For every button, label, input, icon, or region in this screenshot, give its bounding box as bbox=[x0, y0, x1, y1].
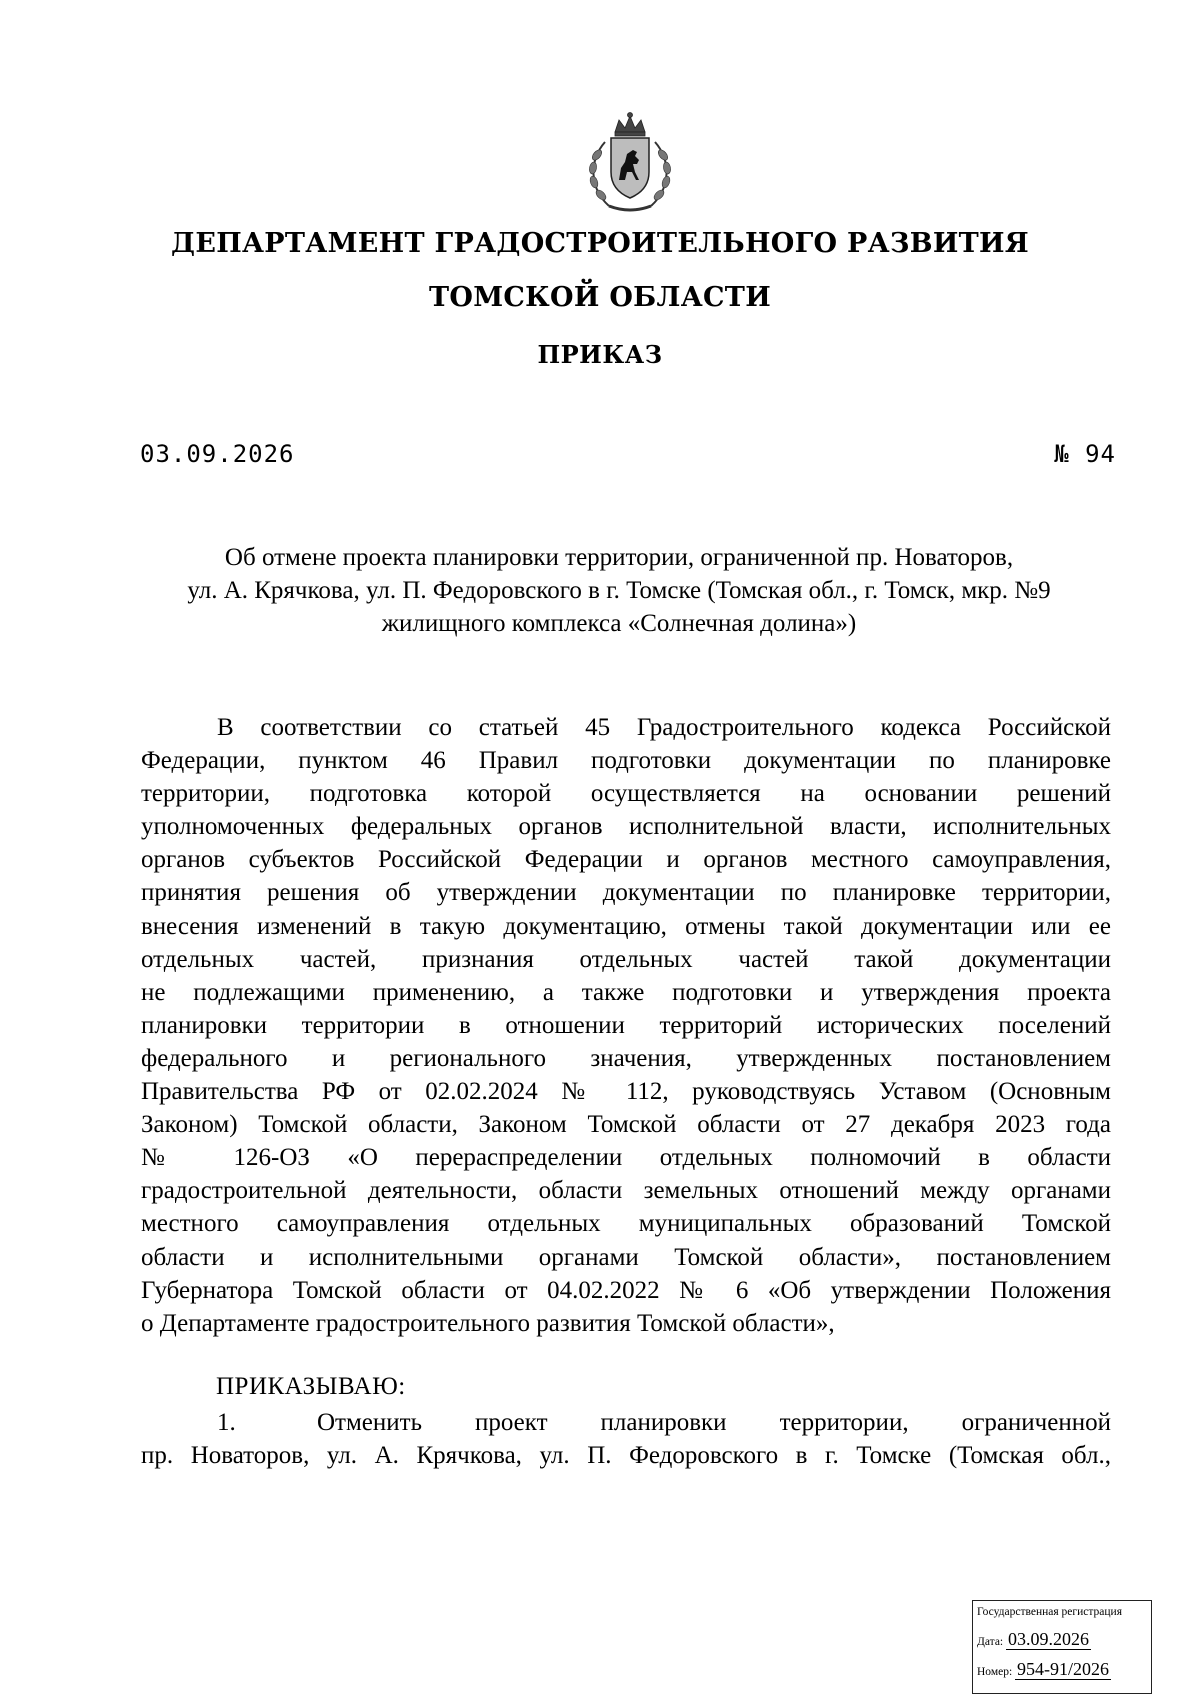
stamp-date-row bbox=[977, 1629, 1091, 1650]
stamp-number-label: Номер: bbox=[977, 1666, 1013, 1678]
text-line: федерального и регионального значения, утвержденных постановлением bbox=[141, 1044, 1111, 1072]
subject-line: Об отмене проекта планировки территории, ограниченной пр. Новаторов, bbox=[224, 544, 1014, 571]
text-line: планировки территории в отношении территорий исторических поселений bbox=[141, 1011, 1111, 1039]
item-text: Отменить проект планировки территории, ограниченной bbox=[317, 1409, 1111, 1436]
text-line: не подлежащими применению, а также подготовки и утверждения проекта bbox=[141, 978, 1111, 1006]
text-line: принятия решения об утверждении документации по планировке территории, bbox=[141, 879, 1111, 907]
order-item-1 bbox=[141, 1406, 1111, 1472]
department-title-line-2: ТОМСКОЙ ОБЛАСТИ bbox=[428, 282, 772, 313]
text-line: местного самоуправления отдельных муниципальных образований Томской bbox=[141, 1210, 1111, 1238]
stamp-title: Государственная регистрация bbox=[977, 1606, 1122, 1618]
stamp-date-label: Дата: bbox=[977, 1636, 1004, 1648]
text-line: области и исполнительными органами Томской области», постановлением bbox=[141, 1243, 1111, 1271]
stamp-date-value: 03.09.2026 bbox=[1008, 1629, 1089, 1649]
text-line: Губернатора Томской области от 04.02.2022 № 6 «Об утверждении Положения bbox=[141, 1276, 1111, 1304]
item-number: 1. bbox=[217, 1409, 236, 1436]
text-line: внесения изменений в такую документацию, отмены такой документации или ее bbox=[141, 912, 1111, 940]
text-line: территории, подготовка которой осуществляется на основании решений bbox=[141, 780, 1111, 808]
text-line: органов субъектов Российской Федерации и органов местного самоуправления, bbox=[141, 846, 1111, 874]
text-line: о Департаменте градостроительного развития Томской области», bbox=[141, 1309, 835, 1337]
text-line: Федерации, пунктом 46 Правил подготовки документации по планировке bbox=[141, 747, 1111, 775]
text-line: уполномоченных федеральных органов исполнительной власти, исполнительных bbox=[141, 813, 1111, 841]
department-title-line-1: ДЕПАРТАМЕНТ ГРАДОСТРОИТЕЛЬНОГО РАЗВИТИЯ bbox=[171, 228, 1029, 259]
subject-line: жилищного комплекса «Солнечная долина») bbox=[381, 610, 857, 637]
text-line: Правительства РФ от 02.02.2024 № 112, руководствуясь Уставом (Основным bbox=[141, 1078, 1111, 1106]
preamble-paragraph bbox=[141, 711, 1111, 1340]
text-line bbox=[141, 1406, 1111, 1439]
text-line: отдельных частей, признания отдельных частей такой документации bbox=[141, 945, 1111, 973]
order-directive: ПРИКАЗЫВАЮ: bbox=[216, 1373, 406, 1400]
text-line: В соответствии со статьей 45 Градостроительного кодекса Российской bbox=[217, 714, 1111, 741]
order-subject bbox=[130, 541, 1108, 640]
text-line: № 126-ОЗ «О перераспределении отдельных полномочий в области bbox=[141, 1144, 1111, 1172]
order-number: № 94 bbox=[1054, 440, 1116, 468]
text-line: Законом) Томской области, Законом Томской области от 27 декабря 2023 года bbox=[141, 1111, 1111, 1139]
text-line: пр. Новаторов, ул. А. Крячкова, ул. П. Федоровского в г. Томске (Томская обл., bbox=[141, 1442, 1111, 1470]
document-type-title: ПРИКАЗ bbox=[537, 340, 663, 369]
subject-line: ул. А. Крячкова, ул. П. Федоровского в г. Томске (Томская обл., г. Томск, мкр. №9 bbox=[187, 577, 1051, 604]
order-date: 03.09.2026 bbox=[140, 440, 295, 468]
text-line: градостроительной деятельности, области земельных отношений между органами bbox=[141, 1177, 1111, 1205]
coat-of-arms-icon bbox=[575, 110, 685, 220]
stamp-number-row bbox=[977, 1659, 1111, 1680]
registration-stamp bbox=[972, 1600, 1152, 1694]
stamp-number-value: 954-91/2026 bbox=[1017, 1659, 1110, 1679]
